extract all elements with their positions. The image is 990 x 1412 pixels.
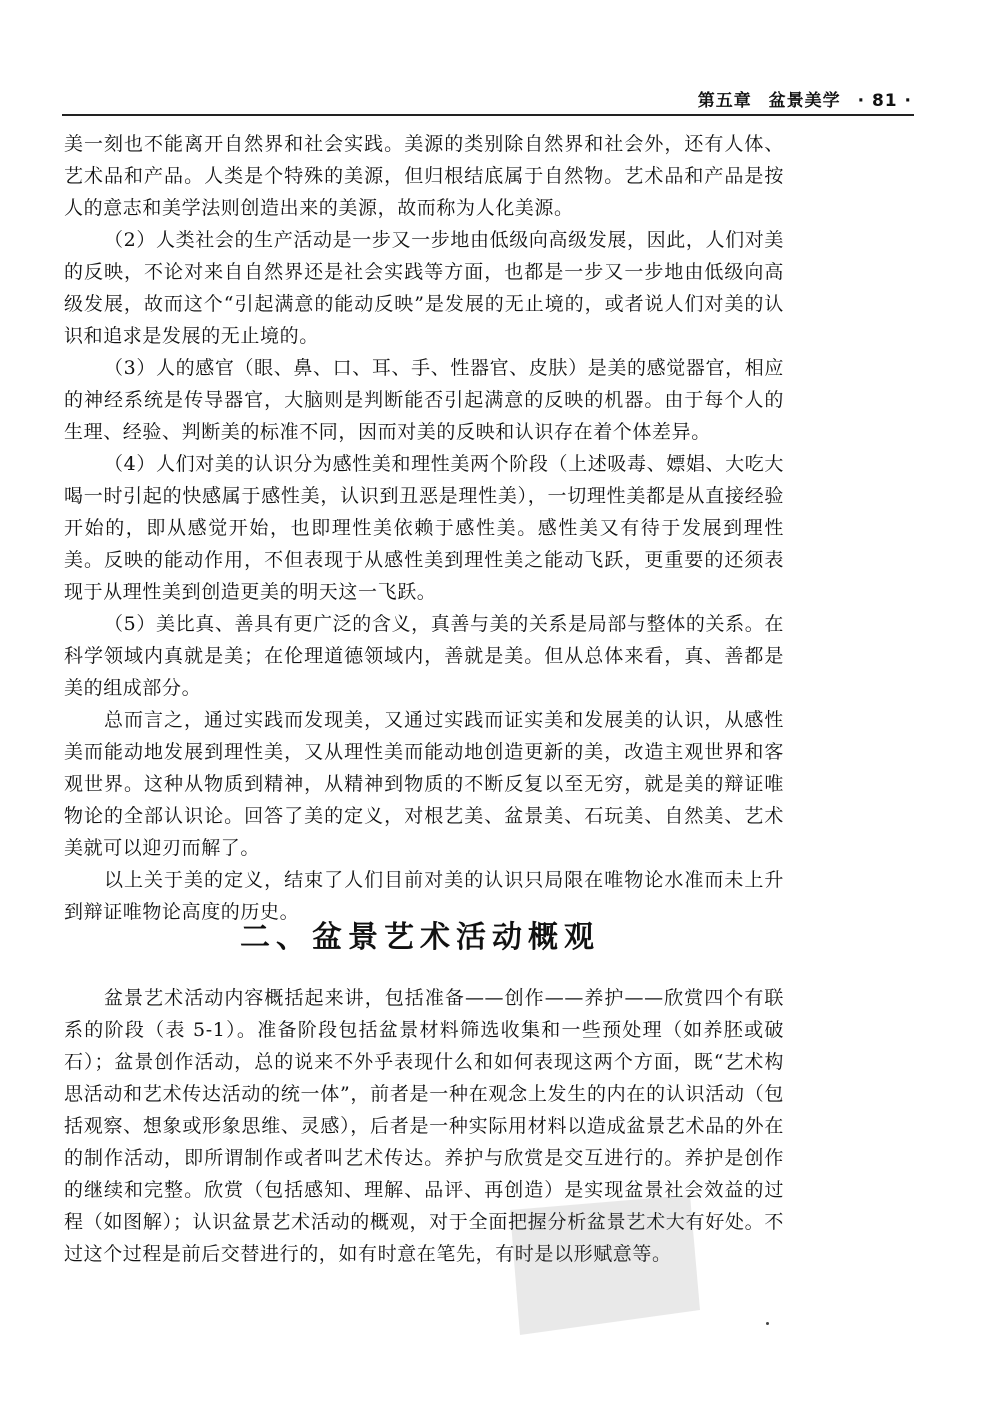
- running-header: [62, 86, 912, 111]
- scan-dot: [766, 1322, 769, 1325]
- chapter-title: 盆景美学: [768, 91, 841, 111]
- paragraph: （5）美比真、善具有更广泛的含义，真善与美的关系是局部与整体的关系。在科学领域内真就是美；在伦理道德领域内，善就是美。但从总体来看，真、善都是美的组成部分。: [64, 613, 784, 699]
- paragraph: 美一刻也不能离开自然界和社会实践。美源的类别除自然界和社会外，还有人体、艺术品和产品。人类是个特殊的美源，但归根结底属于自然物。艺术品和产品是按人的意志和美学法则创造出来的美源，故而称为人化美源。: [64, 133, 784, 219]
- header-text: [688, 86, 912, 111]
- body-text-top: [64, 128, 784, 928]
- paragraph: 盆景艺术活动内容概括起来讲，包括准备——创作——养护——欣赏四个有联系的阶段（表 5-1）。准备阶段包括盆景材料筛选收集和一些预处理（如养胚或破石）；盆景创作活动，总的说来不外乎表现什么和如何表现这两个方面，既“艺术构思活动和艺术传达活动的统一体”，前者是一种在观念上发生的内在的认识活动（包括观察、想象或形象思维、灵感），后者是一种实际用材料以造成盆景艺术品的外在的制作活动，即所谓制作或者叫艺术传达。养护与欣赏是交互进行的。养护是创作的继续和完整。欣赏（包括感知、理解、品评、再创造）是实现盆景社会效益的过程（如图解）；认识盆景艺术活动的概观，对于全面把握分析盆景艺术大有好处。不过这个过程是前后交替进行的，如有时意在笔先，有时是以形赋意等。: [64, 987, 784, 1265]
- paragraph: （3）人的感官（眼、鼻、口、耳、手、性器官、皮肤）是美的感觉器官，相应的神经系统是传导器官，大脑则是判断能否引起满意的反映的机器。由于每个人的生理、经验、判断美的标准不同，因而对美的反映和认识存在着个体差异。: [64, 357, 784, 443]
- paragraph: （4）人们对美的认识分为感性美和理性美两个阶段（上述吸毒、嫖娼、大吃大喝一时引起的快感属于感性美，认识到丑恶是理性美），一切理性美都是从直接经验开始的，即从感觉开始，也即理性美依赖于感性美。感性美又有待于发展到理性美。反映的能动作用，不但表现于从感性美到理性美之能动飞跃，更重要的还须表现于从理性美到创造更美的明天这一飞跃。: [64, 453, 784, 603]
- chapter-label: 第五章: [697, 91, 752, 111]
- section-heading: 二、盆景艺术活动概观: [240, 920, 600, 955]
- paragraph: （2）人类社会的生产活动是一步又一步地由低级向高级发展，因此，人们对美的反映，不论对来自自然界还是社会实践等方面，也都是一步又一步地由低级向高级发展，故而这个“引起满意的能动反映”是发展的无止境的，或者说人们对美的认识和追求是发展的无止境的。: [64, 229, 784, 347]
- watermark-stamp: [490, 1190, 710, 1340]
- paragraph: 以上关于美的定义，结束了人们目前对美的认识只局限在唯物论水准而未上升到辩证唯物论高度的历史。: [64, 869, 784, 923]
- header-rule: [62, 114, 914, 116]
- paragraph: 总而言之，通过实践而发现美，又通过实践而证实美和发展美的认识，从感性美而能动地发展到理性美，又从理性美而能动地创造更新的美，改造主观世界和客观世界。这种从物质到精神，从精神到物质的不断反复以至无穷，就是美的辩证唯物论的全部认识论。回答了美的定义，对根艺美、盆景美、石玩美、自然美、艺术美就可以迎刃而解了。: [64, 709, 784, 859]
- page-number: · 81 ·: [857, 91, 912, 111]
